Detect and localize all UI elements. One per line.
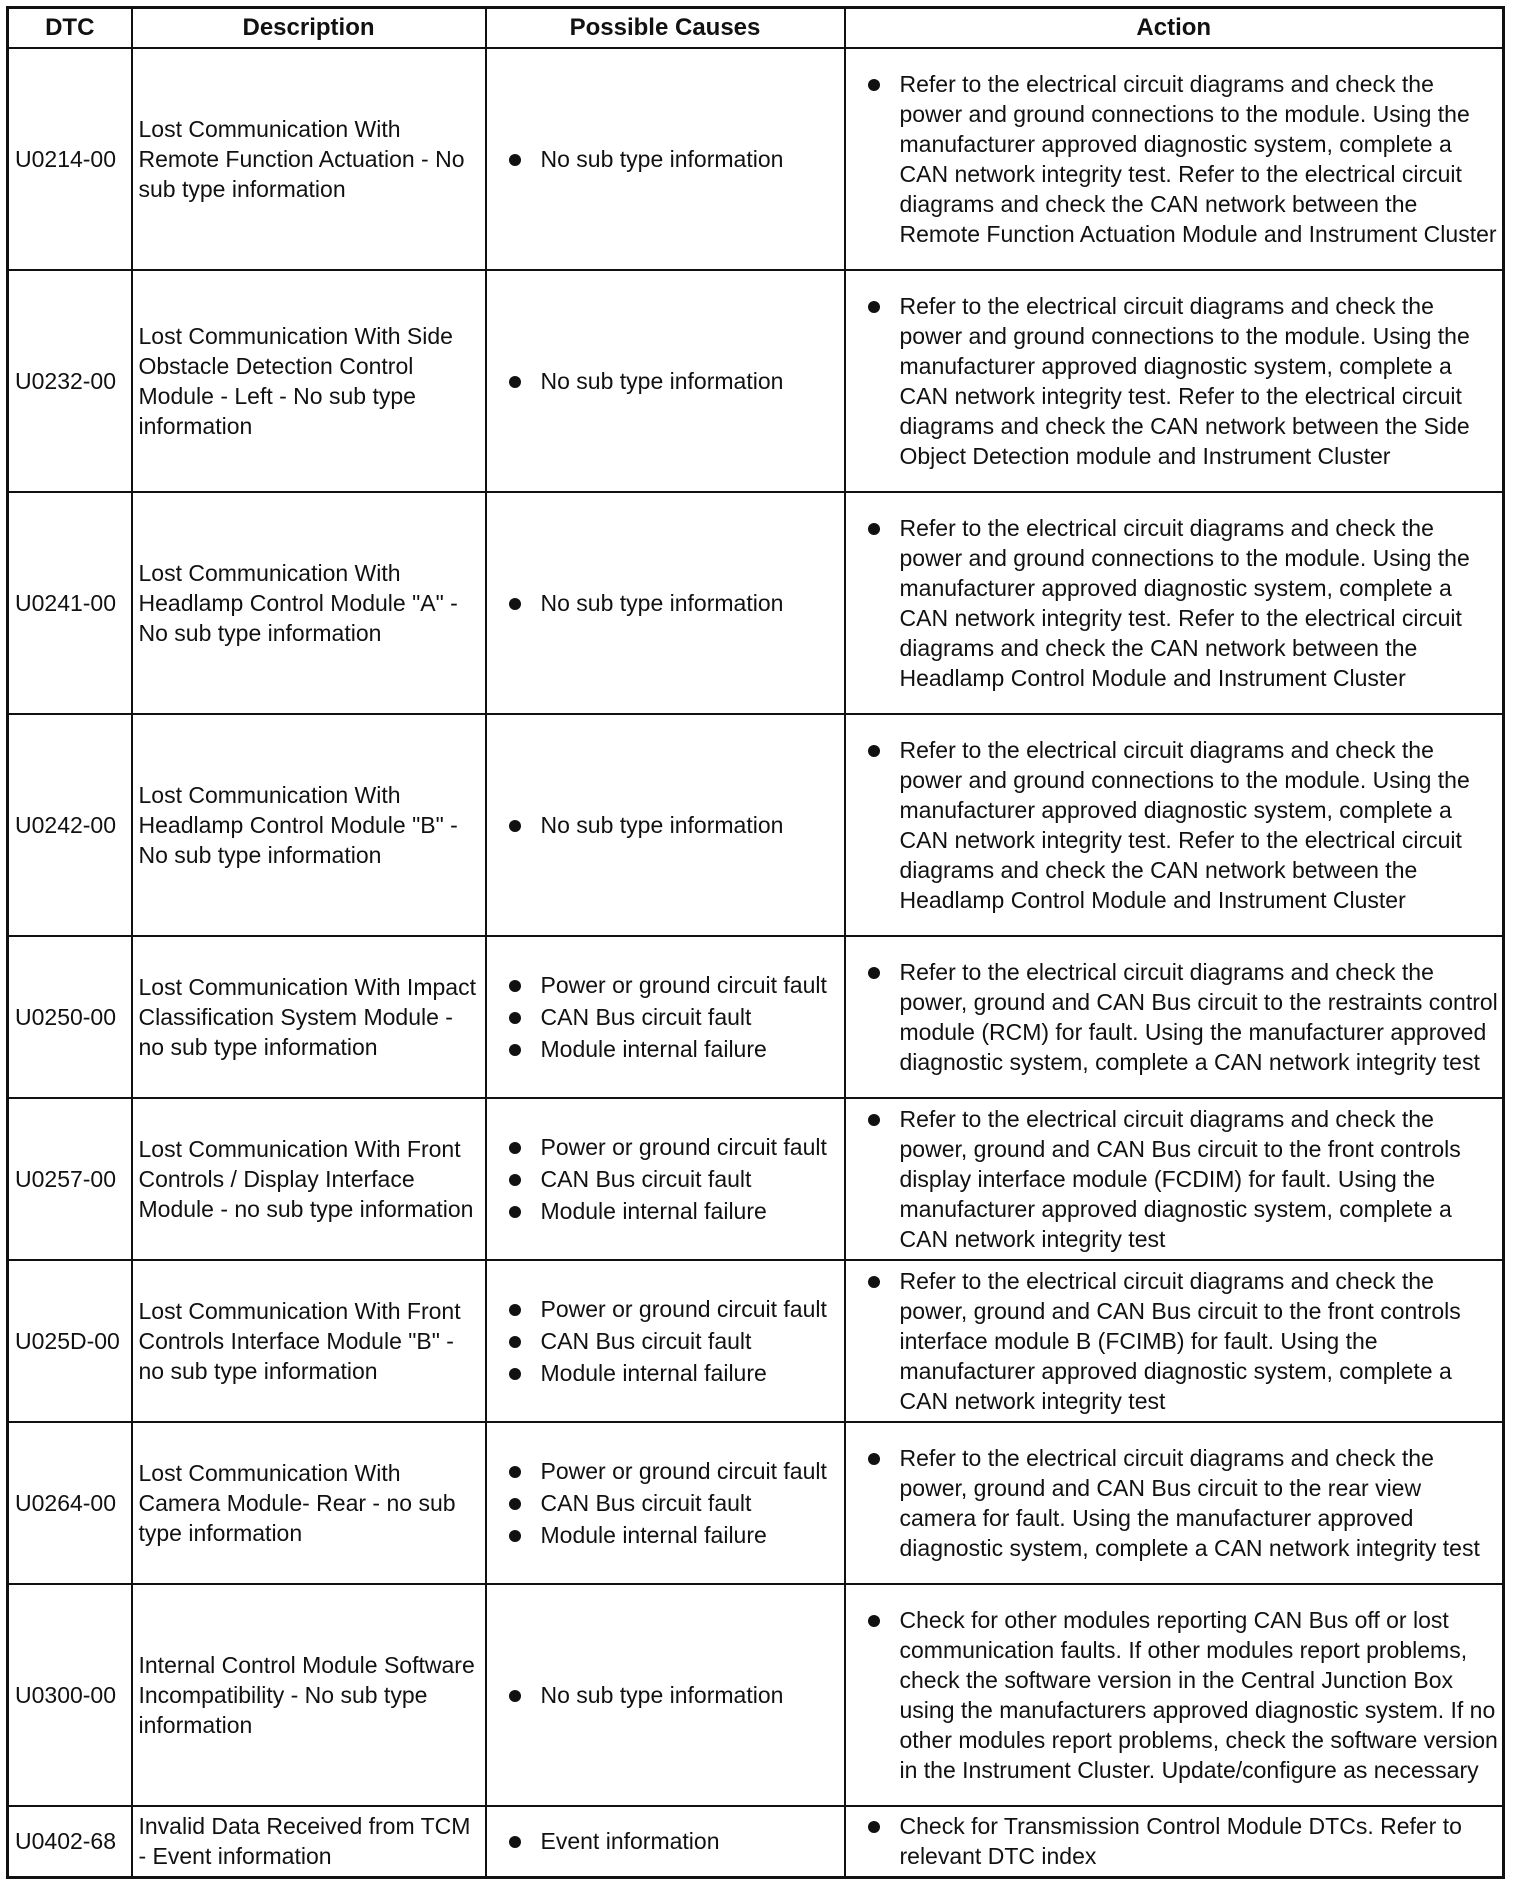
possible-cause-item: Module internal failure — [505, 1196, 838, 1226]
action-cell — [845, 1806, 1504, 1877]
possible-causes-list — [505, 366, 838, 396]
action-cell — [845, 1260, 1504, 1422]
action-item: Check for Transmission Control Module DTCs. Refer to relevant DTC index — [864, 1811, 1499, 1871]
dtc-code: U0300-00 — [8, 1584, 132, 1806]
action-item: Refer to the electrical circuit diagrams and check the power, ground and CAN Bus circuit to the rear view camera for fault. Using the manufacturer approved diagnostic system, complete a CAN network integrity test — [864, 1443, 1499, 1563]
possible-cause-item: Module internal failure — [505, 1034, 838, 1064]
action-cell — [845, 1098, 1504, 1260]
possible-cause-item: No sub type information — [505, 144, 838, 174]
possible-causes-cell — [486, 936, 845, 1098]
possible-cause-item: CAN Bus circuit fault — [505, 1326, 838, 1356]
action-item: Refer to the electrical circuit diagrams and check the power, ground and CAN Bus circuit to the front controls display interface module (FCDIM) for fault. Using the manufacturer approved diagnostic system, complete a CAN network integrity test — [864, 1104, 1499, 1254]
action-item: Refer to the electrical circuit diagrams and check the power, ground and CAN Bus circuit to the front controls interface module B (FCIMB) for fault. Using the manufacturer approved diagnostic system, complete a CAN network integrity test — [864, 1266, 1499, 1416]
possible-causes-cell — [486, 492, 845, 714]
possible-cause-item: Event information — [505, 1826, 838, 1856]
action-item: Refer to the electrical circuit diagrams and check the power, ground and CAN Bus circuit to the restraints control module (RCM) for fault. Using the manufacturer approved diagnostic system, complete a CAN network integrity test — [864, 957, 1499, 1077]
table-row — [8, 1260, 1504, 1422]
dtc-description: Lost Communication With Camera Module- Rear - no sub type information — [132, 1422, 486, 1584]
possible-cause-item: Power or ground circuit fault — [505, 1132, 838, 1162]
possible-causes-list — [505, 1680, 838, 1710]
action-item: Check for other modules reporting CAN Bus off or lost communication faults. If other modules report problems, check the software version in the Central Junction Box using the manufacturers approved diagnostic system. If no other modules report problems, check the software version in the Instrument Cluster. Update/configure as necessary — [864, 1605, 1499, 1785]
dtc-code: U0232-00 — [8, 270, 132, 492]
action-list — [864, 1104, 1499, 1254]
possible-causes-cell — [486, 270, 845, 492]
dtc-code: U0214-00 — [8, 48, 132, 270]
dtc-code: U0250-00 — [8, 936, 132, 1098]
possible-cause-item: CAN Bus circuit fault — [505, 1002, 838, 1032]
dtc-description: Lost Communication With Impact Classification System Module - no sub type information — [132, 936, 486, 1098]
dtc-description: Lost Communication With Side Obstacle Detection Control Module - Left - No sub type information — [132, 270, 486, 492]
dtc-code: U0264-00 — [8, 1422, 132, 1584]
action-list — [864, 291, 1499, 471]
action-list — [864, 513, 1499, 693]
dtc-description: Lost Communication With Front Controls Interface Module "B" - no sub type information — [132, 1260, 486, 1422]
table-row — [8, 714, 1504, 936]
possible-causes-list — [505, 1456, 838, 1550]
possible-causes-cell — [486, 48, 845, 270]
possible-causes-list — [505, 144, 838, 174]
possible-causes-list — [505, 1294, 838, 1388]
action-cell — [845, 492, 1504, 714]
possible-cause-item: Module internal failure — [505, 1520, 838, 1550]
action-item: Refer to the electrical circuit diagrams and check the power and ground connections to the module. Using the manufacturer approved diagnostic system, complete a CAN network integrity test. Refer to the electrical circuit diagrams and check the CAN network between the Headlamp Control Module and Instrument Cluster — [864, 513, 1499, 693]
header-row — [8, 8, 1504, 49]
table-row — [8, 1098, 1504, 1260]
table-row — [8, 48, 1504, 270]
possible-cause-item: CAN Bus circuit fault — [505, 1488, 838, 1518]
table-row — [8, 270, 1504, 492]
dtc-description: Lost Communication With Front Controls / Display Interface Module - no sub type information — [132, 1098, 486, 1260]
possible-causes-cell — [486, 714, 845, 936]
dtc-table — [6, 6, 1505, 1879]
possible-causes-list — [505, 810, 838, 840]
action-item: Refer to the electrical circuit diagrams and check the power and ground connections to the module. Using the manufacturer approved diagnostic system, complete a CAN network integrity test. Refer to the electrical circuit diagrams and check the CAN network between the Remote Function Actuation Module and Instrument Cluster — [864, 69, 1499, 249]
table-row — [8, 1422, 1504, 1584]
possible-cause-item: No sub type information — [505, 810, 838, 840]
dtc-code: U025D-00 — [8, 1260, 132, 1422]
action-list — [864, 1605, 1499, 1785]
dtc-code: U0402-68 — [8, 1806, 132, 1877]
action-list — [864, 735, 1499, 915]
dtc-description: Internal Control Module Software Incompatibility - No sub type information — [132, 1584, 486, 1806]
possible-causes-list — [505, 1132, 838, 1226]
action-list — [864, 1811, 1499, 1871]
possible-causes-cell — [486, 1098, 845, 1260]
possible-cause-item: CAN Bus circuit fault — [505, 1164, 838, 1194]
dtc-code: U0241-00 — [8, 492, 132, 714]
possible-cause-item: No sub type information — [505, 588, 838, 618]
possible-cause-item: Power or ground circuit fault — [505, 1294, 838, 1324]
possible-causes-cell — [486, 1422, 845, 1584]
dtc-description: Lost Communication With Remote Function Actuation - No sub type information — [132, 48, 486, 270]
dtc-code: U0242-00 — [8, 714, 132, 936]
action-list — [864, 1443, 1499, 1563]
possible-causes-list — [505, 970, 838, 1064]
action-list — [864, 1266, 1499, 1416]
table-row — [8, 492, 1504, 714]
action-list — [864, 69, 1499, 249]
possible-causes-cell — [486, 1260, 845, 1422]
dtc-code: U0257-00 — [8, 1098, 132, 1260]
action-cell — [845, 270, 1504, 492]
action-item: Refer to the electrical circuit diagrams and check the power and ground connections to the module. Using the manufacturer approved diagnostic system, complete a CAN network integrity test. Refer to the electrical circuit diagrams and check the CAN network between the Side Object Detection module and Instrument Cluster — [864, 291, 1499, 471]
possible-causes-list — [505, 588, 838, 618]
action-item: Refer to the electrical circuit diagrams and check the power and ground connections to the module. Using the manufacturer approved diagnostic system, complete a CAN network integrity test. Refer to the electrical circuit diagrams and check the CAN network between the Headlamp Control Module and Instrument Cluster — [864, 735, 1499, 915]
action-cell — [845, 714, 1504, 936]
action-list — [864, 957, 1499, 1077]
action-cell — [845, 936, 1504, 1098]
dtc-description: Invalid Data Received from TCM - Event information — [132, 1806, 486, 1877]
dtc-description: Lost Communication With Headlamp Control Module "B" - No sub type information — [132, 714, 486, 936]
possible-causes-cell — [486, 1584, 845, 1806]
possible-cause-item: Power or ground circuit fault — [505, 970, 838, 1000]
header-possible-causes: Possible Causes — [486, 8, 845, 49]
possible-causes-cell — [486, 1806, 845, 1877]
possible-cause-item: No sub type information — [505, 1680, 838, 1710]
header-action: Action — [845, 8, 1504, 49]
possible-causes-list — [505, 1826, 838, 1856]
action-cell — [845, 1584, 1504, 1806]
dtc-description: Lost Communication With Headlamp Control Module "A" - No sub type information — [132, 492, 486, 714]
possible-cause-item: Power or ground circuit fault — [505, 1456, 838, 1486]
header-description: Description — [132, 8, 486, 49]
table-row — [8, 1806, 1504, 1877]
header-dtc: DTC — [8, 8, 132, 49]
possible-cause-item: No sub type information — [505, 366, 838, 396]
table-row — [8, 936, 1504, 1098]
action-cell — [845, 48, 1504, 270]
action-cell — [845, 1422, 1504, 1584]
possible-cause-item: Module internal failure — [505, 1358, 838, 1388]
table-row — [8, 1584, 1504, 1806]
